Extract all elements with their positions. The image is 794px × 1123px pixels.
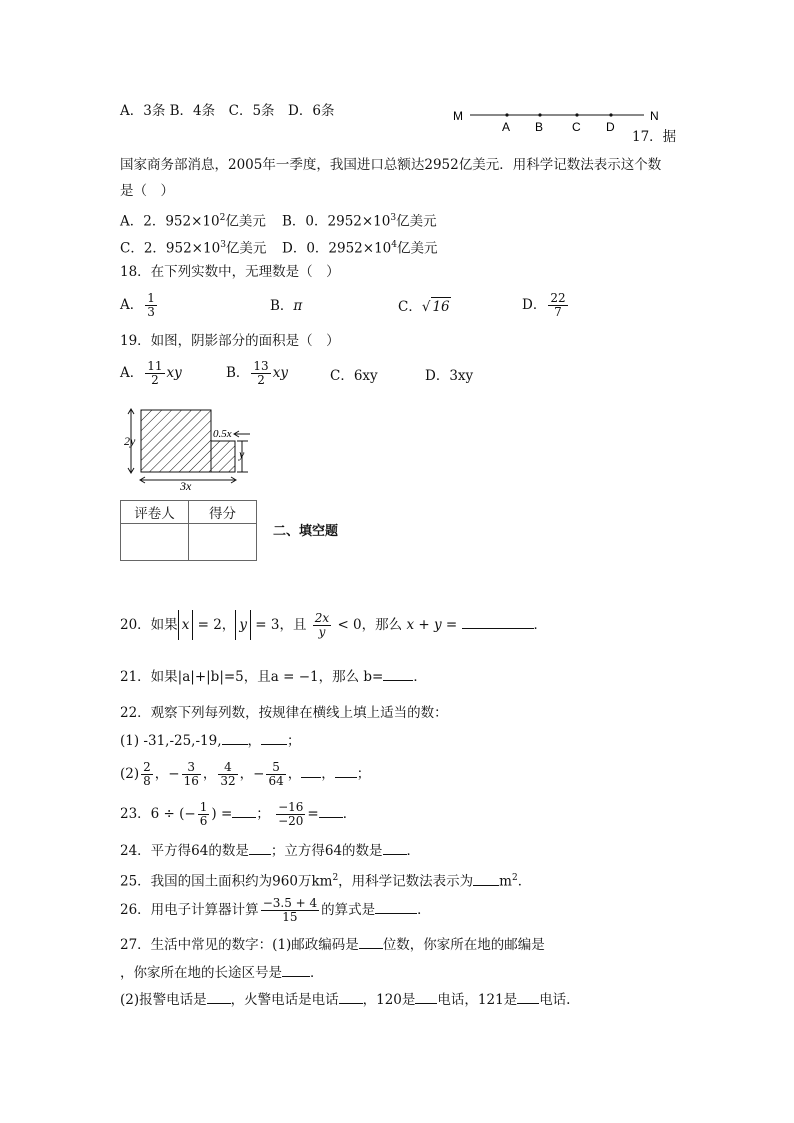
section-title: 二、填空题 [273,524,339,539]
q22-row2: (2) $\frac{2}{8}$ ，− $\frac{3}{16}$ ， $\frac{4}{32}$ ，− $\frac{5}{64}$ ， ， ； [120,760,371,788]
q19-option-c: C．6xy [330,368,378,384]
q24-blank2[interactable] [383,842,407,855]
q27-blank-police[interactable] [207,991,231,1004]
label-2y: 2y [124,434,136,448]
label-b: B [535,120,544,134]
q22-row1-blank1[interactable] [222,732,248,745]
q27-blank-digits[interactable] [359,936,383,949]
label-3x: 3x [180,479,192,490]
q22-row2-blank1[interactable] [301,765,321,778]
q24-blank1[interactable] [249,842,271,855]
label-m: M [453,109,463,123]
label-a: A [502,120,511,134]
q17-stem-line1: 国家商务部消息，2005年一季度，我国进口总额达2952亿美元．用科学记数法表示这个数 [120,157,662,173]
q27-blank-areacode[interactable] [282,964,310,977]
label-c: C [572,120,581,134]
q22-stem: 22．观察下列每列数，按规律在横线上填上适当的数： [120,705,448,721]
q17-option-d: D．0．$2952\times 10^4$亿美元 [282,240,438,257]
q23-blank2[interactable] [319,805,343,818]
grader-cell[interactable] [121,524,189,561]
table-header-grader: 评卷人 [121,501,189,524]
label-n: N [650,109,659,123]
q21: 21．如果|a|+|b|=5，且a = −1，那么 b= ． [120,669,427,685]
q27-blank-fire[interactable] [339,991,363,1004]
q18-option-d: D． $\frac{22}{7}$ [522,291,566,319]
q20-answer-blank[interactable] [462,616,534,629]
q22-row1-blank2[interactable] [261,732,287,745]
q23-blank1[interactable] [232,805,256,818]
score-table [120,500,257,561]
q27-blank-121[interactable] [517,991,539,1004]
q22-row2-blank2[interactable] [335,765,357,778]
q22-row1: (1) -31,-25,-19, ， ； [120,733,301,749]
q17-option-b: B．0．$2952\times 10^3$亿美元 [282,213,437,230]
shaded-area-figure [118,404,258,490]
q16-options: A．3条 B．4条 C．5条 D．6条 [120,103,335,119]
q25-blank[interactable] [473,873,499,886]
q26-blank[interactable] [375,901,417,914]
table-header-score: 得分 [189,501,257,524]
q27-line2: ，你家所在地的长途区号是 ． [120,965,324,981]
q17-number: 17．据 [632,129,677,145]
q17-stem-line2: 是（ ） [120,183,174,199]
score-cell[interactable] [189,524,257,561]
q17-option-a: A．2．$952\times 10^2$亿美元 [120,213,266,230]
label-0-5x: 0.5x [213,428,232,440]
q18-option-b: B．π [270,298,303,314]
q19-option-b: B． $\frac{13}{2}$ xy [226,359,288,387]
label-d: D [606,120,615,134]
q18-option-a: A． $\frac{1}{3}$ [120,291,155,319]
q23: 23．6 ÷ (− $\frac{1}{6}$ ) = ； $\frac{-16}{-20}$ = ． [120,800,357,828]
q27-blank-120[interactable] [415,991,437,1004]
q27-line1: 27．生活中常见的数字：(1)邮政编码是 位数，你家所在地的邮编是 [120,937,545,953]
q27-line3: (2)报警电话是 ，火警电话是电话 ，120是 电话，121是 电话. [120,992,571,1008]
q18-stem: 18．在下列实数中，无理数是（ ） [120,264,340,280]
q18-option-c: C．√ 16 [398,299,450,315]
q19-option-a: A． $\frac{11}{2}$ xy [120,359,182,387]
q19-stem: 19．如图，阴影部分的面积是（ ） [120,333,340,349]
q24: 24．平方得64的数是 ；立方得64的数是 ． [120,843,421,859]
q25: 25．我国的国土面积约为960万$km^2$，用科学记数法表示为 $m^2$． [120,873,532,890]
q19-option-d: D．3xy [425,368,474,384]
q26: 26．用电子计算器计算 $\frac{-3.5 + 4}{15}$ 的算式是 ． [120,896,431,924]
q17-option-c: C．2．$952\times 10^3$亿美元 [120,240,267,257]
label-y: y [239,447,245,461]
q20: 20．如果 x = 2， y = 3，且 $\frac{2x}{y}$ < 0，那么 x + y = ． [120,611,547,639]
q21-answer-blank[interactable] [383,668,413,681]
